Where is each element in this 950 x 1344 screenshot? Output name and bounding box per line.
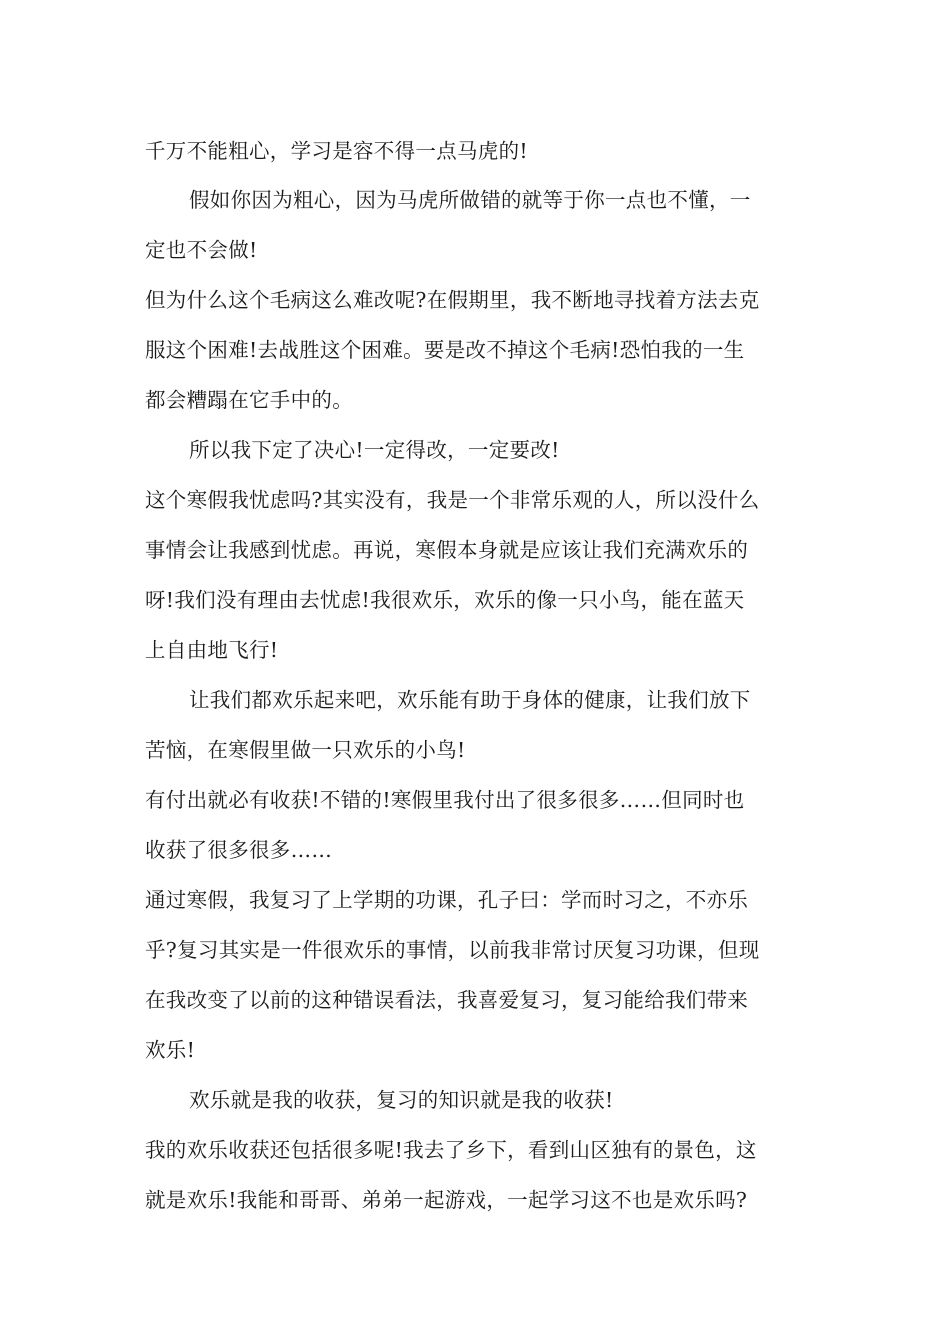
text-line: 但为什么这个毛病这么难改呢?在假期里，我不断地寻找着方法去克 bbox=[145, 288, 760, 312]
text-line: 通过寒假，我复习了上学期的功课，孔子曰：学而时习之，不亦乐 bbox=[145, 888, 749, 912]
text-line: 有付出就必有收获!不错的!寒假里我付出了很多很多……但同时也 bbox=[145, 788, 745, 812]
text-line: 我的欢乐收获还包括很多呢!我去了乡下，看到山区独有的景色，这 bbox=[145, 1138, 757, 1162]
text-line: 这个寒假我忧虑吗?其实没有，我是一个非常乐观的人，所以没什么 bbox=[145, 488, 760, 512]
text-line: 欢乐就是我的收获，复习的知识就是我的收获! bbox=[189, 1088, 614, 1112]
text-line: 上自由地飞行! bbox=[145, 638, 279, 662]
text-line: 让我们都欢乐起来吧，欢乐能有助于身体的健康，让我们放下 bbox=[189, 688, 751, 712]
text-line: 都会糟蹋在它手中的。 bbox=[145, 388, 353, 412]
text-line: 苦恼，在寒假里做一只欢乐的小鸟! bbox=[145, 738, 466, 762]
text-line: 就是欢乐!我能和哥哥、弟弟一起游戏，一起学习这不也是欢乐吗? bbox=[145, 1188, 748, 1212]
text-line: 欢乐! bbox=[145, 1038, 196, 1062]
text-line: 定也不会做! bbox=[145, 238, 258, 262]
text-line: 在我改变了以前的这种错误看法，我喜爱复习，复习能给我们带来 bbox=[145, 988, 749, 1012]
text-line: 千万不能粗心，学习是容不得一点马虎的! bbox=[145, 139, 528, 163]
text-line: 假如你因为粗心，因为马虎所做错的就等于你一点也不懂，一 bbox=[189, 188, 751, 212]
text-line: 乎?复习其实是一件很欢乐的事情，以前我非常讨厌复习功课，但现 bbox=[145, 938, 760, 962]
text-line: 事情会让我感到忧虑。再说，寒假本身就是应该让我们充满欢乐的 bbox=[145, 538, 749, 562]
text-line: 所以我下定了决心!一定得改，一定要改! bbox=[189, 438, 560, 462]
text-line: 服这个困难!去战胜这个困难。要是改不掉这个毛病!恐怕我的一生 bbox=[145, 338, 745, 362]
text-line: 呀!我们没有理由去忧虑!我很欢乐，欢乐的像一只小鸟，能在蓝天 bbox=[145, 588, 745, 612]
text-line: 收获了很多很多…… bbox=[145, 838, 333, 862]
